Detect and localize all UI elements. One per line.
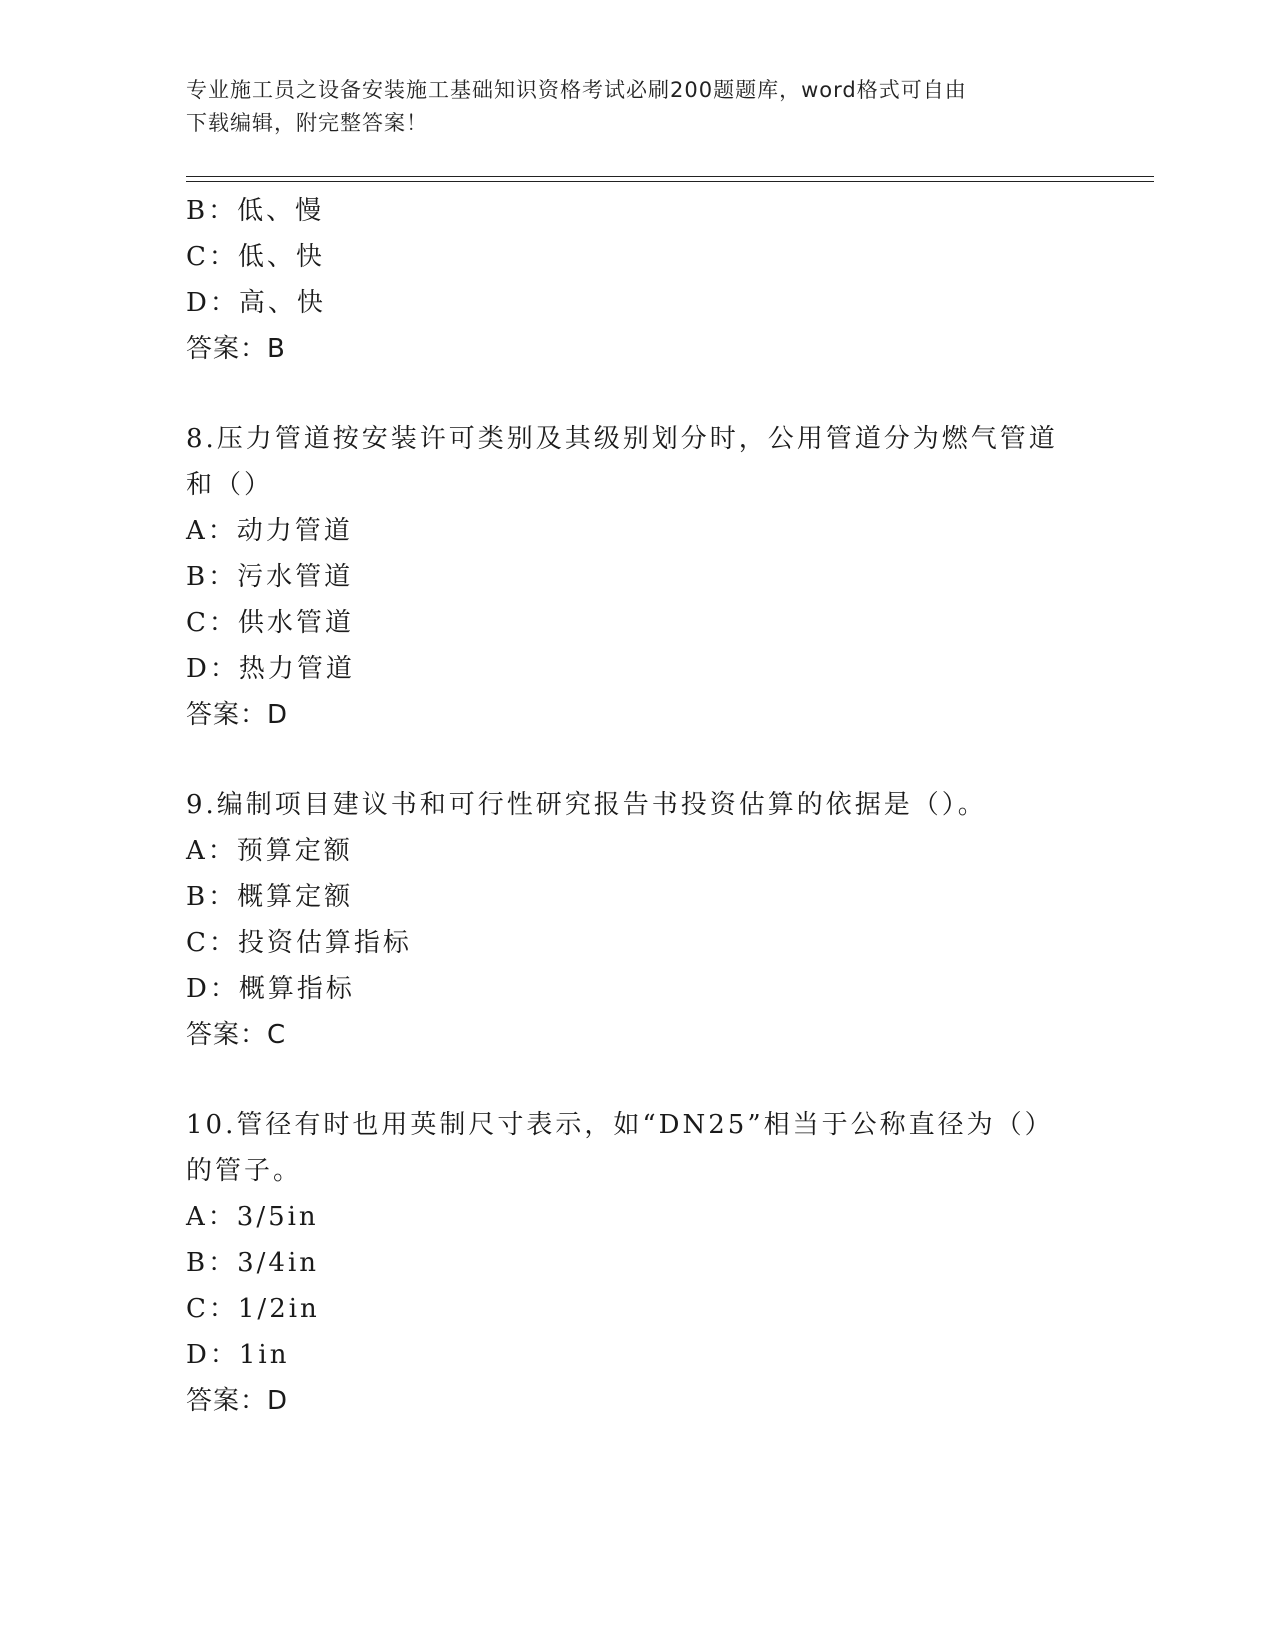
answer: 答案：D — [186, 1386, 289, 1416]
spacer — [186, 738, 1086, 782]
document-header — [186, 74, 1086, 140]
question-stem: 10.管径有时也用英制尺寸表示，如“DN25”相当于公称直径为（） — [186, 1110, 1054, 1140]
header-divider-top — [186, 176, 1154, 177]
spacer — [186, 1058, 1086, 1102]
question-stem-continued: 和（） — [186, 470, 274, 500]
option-a: A：3/5in — [186, 1202, 319, 1232]
header-divider-bottom — [186, 181, 1154, 182]
option-c: C：低、快 — [186, 242, 325, 272]
option-b: B：低、慢 — [186, 196, 325, 226]
option-c: C：1/2in — [186, 1294, 320, 1324]
question-7-tail — [186, 188, 1086, 372]
option-c: C：供水管道 — [186, 608, 354, 638]
question-9 — [186, 782, 1086, 1058]
header-title-line-2: 下载编辑，附完整答案！ — [186, 111, 428, 135]
answer: 答案：B — [186, 334, 286, 364]
header-title-line-1: 专业施工员之设备安装施工基础知识资格考试必刷200题题库，word格式可自由 — [186, 78, 967, 102]
option-a: A：动力管道 — [186, 516, 353, 546]
option-d: D：热力管道 — [186, 654, 355, 684]
question-8 — [186, 416, 1086, 738]
question-stem: 9.编制项目建议书和可行性研究报告书投资估算的依据是（）。 — [186, 790, 987, 820]
document-body — [186, 188, 1086, 1424]
option-b: B：3/4in — [186, 1248, 320, 1278]
question-stem: 8.压力管道按安装许可类别及其级别划分时，公用管道分为燃气管道 — [186, 424, 1058, 454]
option-d: D：高、快 — [186, 288, 326, 318]
option-b: B：污水管道 — [186, 562, 354, 592]
question-10 — [186, 1102, 1086, 1424]
answer: 答案：C — [186, 1020, 287, 1050]
option-b: B：概算定额 — [186, 882, 354, 912]
option-d: D：概算指标 — [186, 974, 355, 1004]
spacer — [186, 372, 1086, 416]
question-stem-continued: 的管子。 — [186, 1156, 303, 1186]
option-d: D：1in — [186, 1340, 290, 1370]
option-c: C：投资估算指标 — [186, 928, 412, 958]
answer: 答案：D — [186, 700, 289, 730]
option-a: A：预算定额 — [186, 836, 353, 866]
